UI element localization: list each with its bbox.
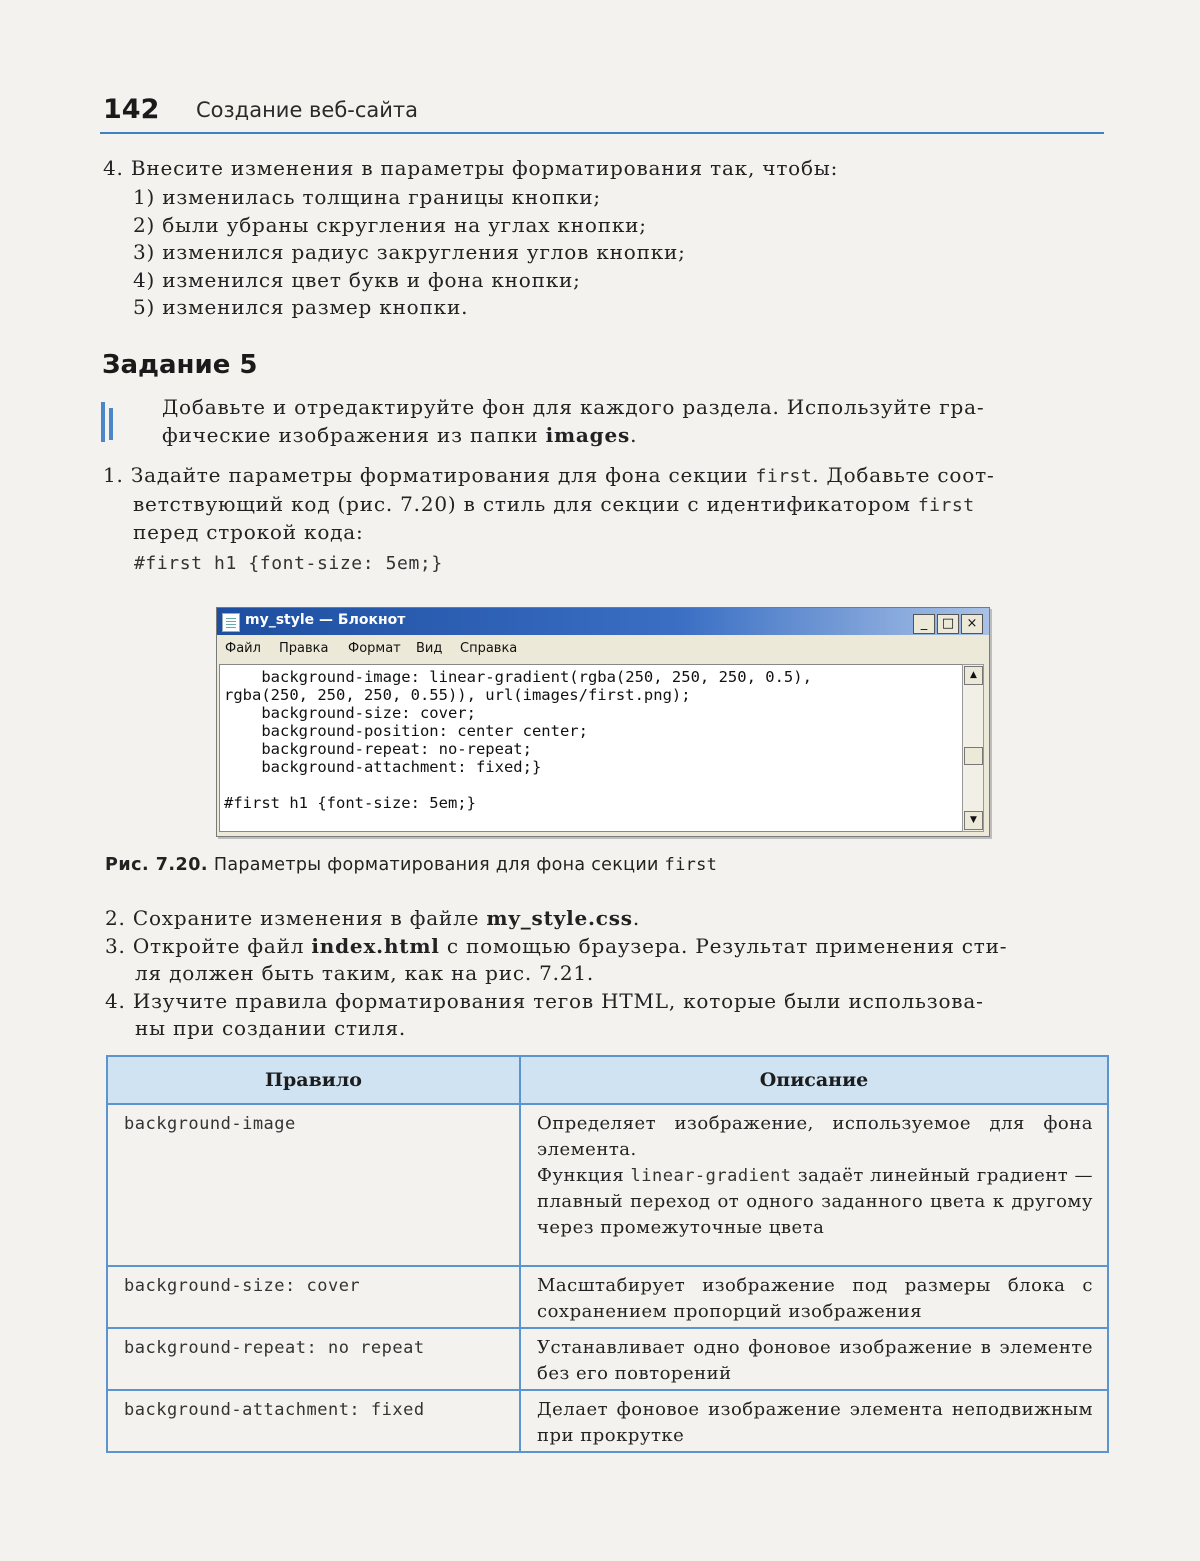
- description-cell: Устанавливает одно фоновое изображение в элементе без его повторений: [520, 1328, 1108, 1390]
- description-cell: Масштабирует изображение под размеры блока с сохранением пропорций изображения: [520, 1266, 1108, 1328]
- code-line: #first h1 {font-size: 5em;}: [224, 794, 476, 812]
- column-header-description: Описание: [520, 1056, 1108, 1104]
- rule-cell: background-size: cover: [107, 1266, 520, 1328]
- code-snippet: #first h1 {font-size: 5em;}: [134, 553, 443, 574]
- maximize-button[interactable]: □: [937, 614, 959, 634]
- steps-list: [105, 905, 1105, 1043]
- text: Определяет изображение, используемое для фона элемента.: [537, 1113, 1093, 1160]
- list-item: 3) изменился радиус закругления углов кнопки;: [133, 240, 686, 264]
- inline-code: linear-gradient: [630, 1166, 792, 1186]
- list-item: 1) изменилась толщина границы кнопки;: [133, 185, 601, 209]
- task-intro-line: Добавьте и отредактируйте фон для каждого раздела. Используйте гра-: [162, 395, 985, 419]
- window-title: my_style — Блокнот: [245, 612, 406, 628]
- text: ветствующий код (рис. 7.20) в стиль для секции с идентификатором: [133, 491, 918, 516]
- text: . Добавьте соот-: [812, 463, 995, 487]
- table-row: [107, 1328, 1108, 1390]
- code-line: background-position: center center;: [224, 722, 588, 740]
- text: 3. Откройте файл: [105, 933, 312, 958]
- file-name: my_style.css: [486, 906, 633, 930]
- text: фические изображения из папки: [162, 422, 546, 447]
- list-item-continued: ны при создании стиля.: [135, 1016, 407, 1040]
- list-item: 4. Изучите правила форматирования тегов HTML, которые были использова-: [105, 988, 984, 1013]
- caption-code: first: [664, 855, 718, 875]
- window-controls: [911, 612, 983, 634]
- table-row: [107, 1266, 1108, 1328]
- vertical-scrollbar[interactable]: [962, 664, 984, 832]
- minimize-button[interactable]: _: [913, 614, 935, 634]
- list-item: 5) изменился размер кнопки.: [133, 295, 469, 319]
- caption-label: Рис. 7.20.: [105, 855, 209, 875]
- code-line: rgba(250, 250, 250, 0.55)), url(images/first.png);: [224, 686, 691, 704]
- caption-text: Параметры форматирования для фона секции: [208, 855, 665, 875]
- item1-line: [103, 462, 1103, 491]
- text: 1. Задайте параметры форматирования для фона секции: [103, 463, 756, 487]
- menu-view[interactable]: Вид: [416, 641, 443, 656]
- rules-table: [106, 1055, 1109, 1453]
- text: .: [632, 906, 641, 930]
- task-intro-line: [162, 422, 1104, 450]
- description-cell: [520, 1104, 1108, 1266]
- text: .: [630, 422, 638, 447]
- list-item: 4) изменился цвет букв и фона кнопки;: [133, 267, 581, 292]
- task-intro: [162, 394, 1104, 449]
- folder-name: images: [545, 422, 631, 447]
- title-bar[interactable]: [217, 608, 989, 635]
- inline-code: first: [755, 466, 813, 487]
- text-editor[interactable]: [219, 664, 963, 832]
- table-row: [107, 1104, 1108, 1266]
- item1-line: перед строкой кода:: [133, 520, 364, 544]
- item1-line: [103, 491, 1103, 520]
- notepad-icon: [222, 613, 240, 632]
- menu-help[interactable]: Справка: [460, 641, 518, 656]
- menu-bar: [217, 636, 989, 662]
- text: Функция: [537, 1165, 631, 1186]
- rule-cell: background-repeat: no repeat: [107, 1328, 520, 1390]
- item1: [103, 462, 1103, 547]
- menu-format[interactable]: Формат: [348, 641, 401, 656]
- rule-cell: background-attachment: fixed: [107, 1390, 520, 1452]
- rule-cell: background-image: [107, 1104, 520, 1266]
- list-item: 2) были убраны скругления на углах кнопки;: [133, 212, 647, 237]
- table-header-row: [107, 1056, 1108, 1104]
- inline-code: first: [917, 494, 975, 516]
- scroll-thumb[interactable]: [964, 747, 983, 765]
- page-number: 142: [103, 94, 160, 125]
- text: задаёт линейный градиент — плавный переход от одного заданного цвета к другому через промежуточные цвета: [537, 1165, 1093, 1238]
- code-line: background-size: cover;: [224, 704, 476, 722]
- scroll-down-icon[interactable]: ▼: [964, 811, 983, 830]
- code-line: background-attachment: fixed;}: [224, 758, 542, 776]
- list-item-continued: ля должен быть таким, как на рис. 7.21.: [135, 961, 595, 985]
- menu-edit[interactable]: Правка: [279, 641, 329, 656]
- figure-caption: [105, 855, 717, 875]
- task-heading: Задание 5: [102, 350, 258, 380]
- menu-file[interactable]: Файл: [225, 641, 261, 656]
- code-line: background-repeat: no-repeat;: [224, 740, 532, 758]
- list-item: [105, 933, 1105, 961]
- scroll-up-icon[interactable]: ▲: [964, 666, 983, 685]
- description-cell: Делает фоновое изображение элемента неподвижным при прокрутке: [520, 1390, 1108, 1452]
- header-rule: [100, 132, 1104, 134]
- notepad-window: [216, 607, 990, 837]
- text: с помощью браузера. Результат применения сти-: [439, 933, 1008, 958]
- step4-list: [133, 184, 1033, 322]
- code-line: background-image: linear-gradient(rgba(250, 250, 250, 0.5),: [224, 668, 812, 686]
- table-row: [107, 1390, 1108, 1452]
- running-title: Создание веб-сайта: [196, 98, 419, 122]
- text: 2. Сохраните изменения в файле: [105, 906, 487, 930]
- step4-intro: 4. Внесите изменения в параметры форматирования так, чтобы:: [103, 156, 839, 180]
- column-header-rule: Правило: [107, 1056, 520, 1104]
- close-button[interactable]: ×: [961, 614, 983, 634]
- file-name: index.html: [311, 933, 440, 958]
- list-item: [105, 905, 1105, 933]
